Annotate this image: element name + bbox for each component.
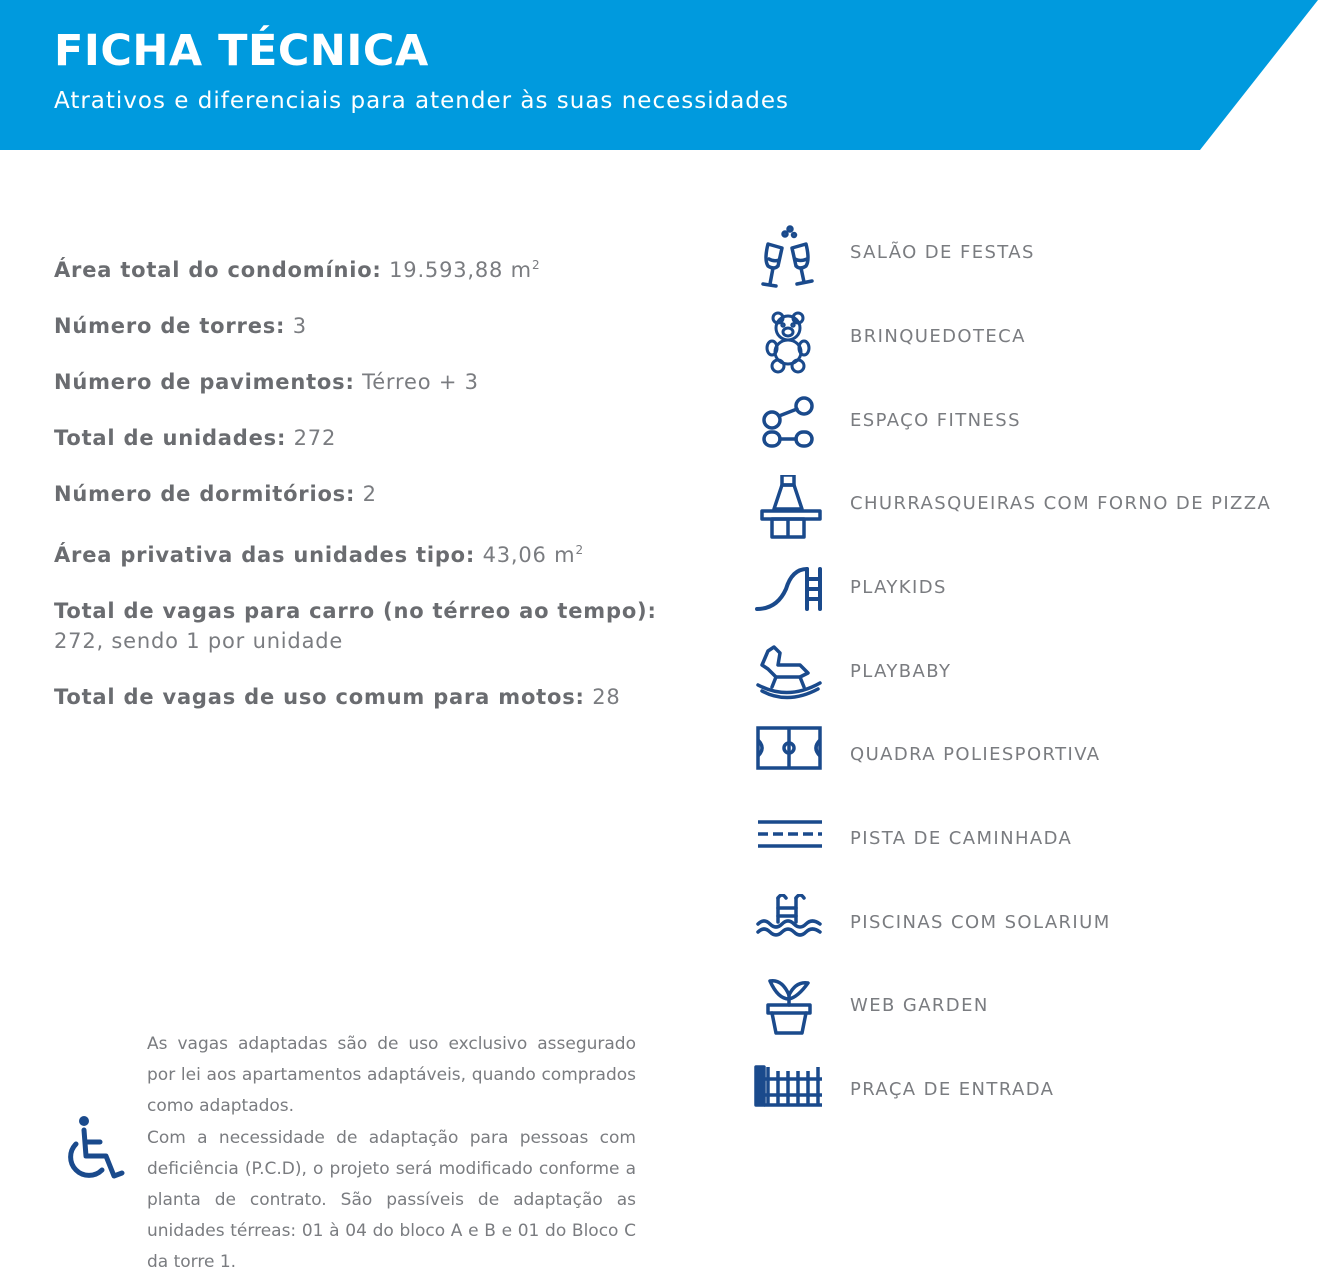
spec-unit-exponent: 2	[531, 258, 541, 272]
spec-private-area	[54, 535, 714, 570]
plant-pot-icon	[752, 977, 824, 1047]
specs-list	[54, 250, 714, 738]
spec-unit-exponent: 2	[575, 543, 584, 557]
amenity-item	[752, 810, 1312, 880]
fence-icon	[752, 1061, 824, 1131]
amenity-label: CHURRASQUEIRAS COM FORNO DE PIZZA	[850, 493, 1272, 514]
spec-value: 19.593,88 m	[389, 258, 532, 282]
amenity-item	[752, 308, 1312, 378]
spec-label: Total de vagas para carro (no térreo ao tempo):	[54, 599, 657, 623]
spec-bedrooms	[54, 479, 714, 509]
notice-paragraph: Com a necessidade de adaptação para pessoas com deficiência (P.C.D), o projeto será modificado conforme a planta de contrato. São passíveis de adaptação as unidades térreas: 01 à 04 do bloco A e B e 01 do Bloco C da torre 1.	[147, 1127, 636, 1273]
spec-label: Área privativa das unidades tipo:	[54, 543, 476, 567]
amenity-item	[752, 894, 1312, 964]
spec-value: 43,06 m	[482, 543, 576, 567]
spec-towers	[54, 311, 714, 341]
amenity-label: WEB GARDEN	[850, 995, 989, 1016]
amenity-item	[752, 643, 1312, 713]
spec-floors	[54, 367, 714, 397]
amenity-label: QUADRA POLIESPORTIVA	[850, 744, 1101, 765]
spec-value: 272	[293, 426, 337, 450]
amenity-label: ESPAÇO FITNESS	[850, 410, 1021, 431]
spec-label: Número de dormitórios:	[54, 482, 356, 506]
amenity-label: PISCINAS COM SOLARIUM	[850, 912, 1111, 933]
spec-value: 28	[592, 685, 621, 709]
amenity-label: BRINQUEDOTECA	[850, 326, 1026, 347]
wine-glasses-icon	[752, 224, 824, 294]
spec-value: 272, sendo 1 por unidade	[54, 629, 344, 653]
amenity-item	[752, 977, 1312, 1047]
spec-label: Número de pavimentos:	[54, 370, 355, 394]
fitness-icon	[752, 392, 824, 462]
spec-motorcycle-spaces	[54, 682, 714, 712]
page-subtitle: Atrativos e diferenciais para atender às suas necessidades	[54, 88, 790, 114]
amenity-label: PRAÇA DE ENTRADA	[850, 1079, 1055, 1100]
spec-label: Número de torres:	[54, 314, 286, 338]
wheelchair-icon	[62, 1114, 126, 1184]
amenity-item	[752, 224, 1312, 294]
spec-value: 3	[292, 314, 307, 338]
walking-track-icon	[752, 810, 824, 880]
rocking-horse-icon	[752, 643, 824, 713]
sports-court-icon	[752, 726, 824, 796]
slide-icon	[752, 559, 824, 629]
amenity-item	[752, 559, 1312, 629]
spec-total-area	[54, 250, 714, 285]
amenity-label: PLAYBABY	[850, 661, 952, 682]
spec-label: Total de vagas de uso comum para motos:	[54, 685, 585, 709]
amenity-item	[752, 475, 1312, 545]
accessibility-notice	[147, 1029, 636, 1279]
notice-paragraph: As vagas adaptadas são de uso exclusivo assegurado por lei aos apartamentos adaptáveis, quando comprados como adaptados.	[147, 1034, 636, 1117]
pool-icon	[752, 894, 824, 964]
amenity-label: SALÃO DE FESTAS	[850, 242, 1035, 263]
amenity-item	[752, 726, 1312, 796]
spec-value: 2	[362, 482, 377, 506]
spec-label: Total de unidades:	[54, 426, 287, 450]
spec-car-spaces	[54, 596, 714, 656]
amenity-label: PLAYKIDS	[850, 577, 947, 598]
page-title: FICHA TÉCNICA	[54, 26, 429, 76]
spec-label: Área total do condomínio:	[54, 258, 382, 282]
teddy-bear-icon	[752, 308, 824, 378]
amenity-item	[752, 1061, 1312, 1131]
amenity-label: PISTA DE CAMINHADA	[850, 828, 1073, 849]
spec-units	[54, 423, 714, 453]
barbecue-icon	[752, 475, 824, 545]
spec-value: Térreo + 3	[362, 370, 479, 394]
amenity-item	[752, 392, 1312, 462]
